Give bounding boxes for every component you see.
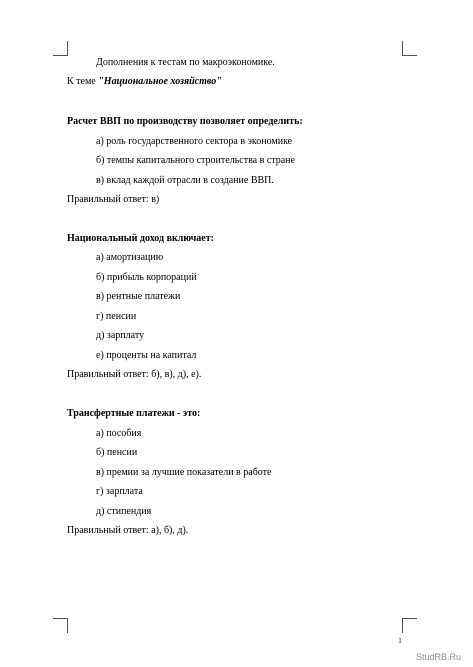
question-3-option-a: а) пособия (96, 428, 142, 439)
question-2-option-d: г) пенсии (96, 311, 137, 322)
question-2-option-f: е) проценты на капитал (96, 350, 197, 361)
question-3: Трансфертные платежи - это: (67, 408, 201, 419)
question-2-option-c: в) рентные платежи (96, 291, 181, 302)
question-3-option-d: г) зарплата (96, 486, 143, 497)
question-3-option-b: б) пенсии (96, 447, 138, 458)
question-2-option-a: а) амортизацию (96, 252, 164, 263)
question-1: Расчет ВВП по производству позволяет определить: (67, 116, 303, 127)
question-2-answer: Правильный ответ: б), в), д), е). (67, 369, 202, 380)
document-title: Дополнения к тестам по макроэкономике. (96, 57, 275, 68)
question-2-option-b: б) прибыль корпораций (96, 272, 197, 283)
question-1-option-b: б) темпы капитального строительства в стране (96, 155, 295, 166)
question-3-answer: Правильный ответ: а), б), д). (67, 525, 189, 536)
page-number: 1 (398, 636, 402, 645)
watermark[interactable]: StudRB.Ru (416, 652, 462, 662)
topic-prefix: К теме (67, 76, 99, 87)
question-1-option-c: в) вклад каждой отрасли в создание ВВП. (96, 175, 274, 186)
crop-mark-bottom-left (53, 618, 68, 633)
question-3-option-c: в) премии за лучшие показатели в работе (96, 467, 272, 478)
topic-name: "Национальное хозяйство" (98, 76, 222, 87)
question-1-option-a: а) роль государственного сектора в экономике (96, 136, 293, 147)
crop-mark-top-left (53, 41, 68, 56)
question-2: Национальный доход включает: (67, 233, 214, 244)
question-2-option-e: д) зарплату (96, 330, 145, 341)
topic-line (67, 76, 222, 88)
question-3-option-e: д) стипендия (96, 506, 152, 517)
crop-mark-bottom-right (402, 618, 417, 633)
crop-mark-top-right (402, 41, 417, 56)
question-1-answer: Правильный ответ: в) (67, 194, 160, 205)
